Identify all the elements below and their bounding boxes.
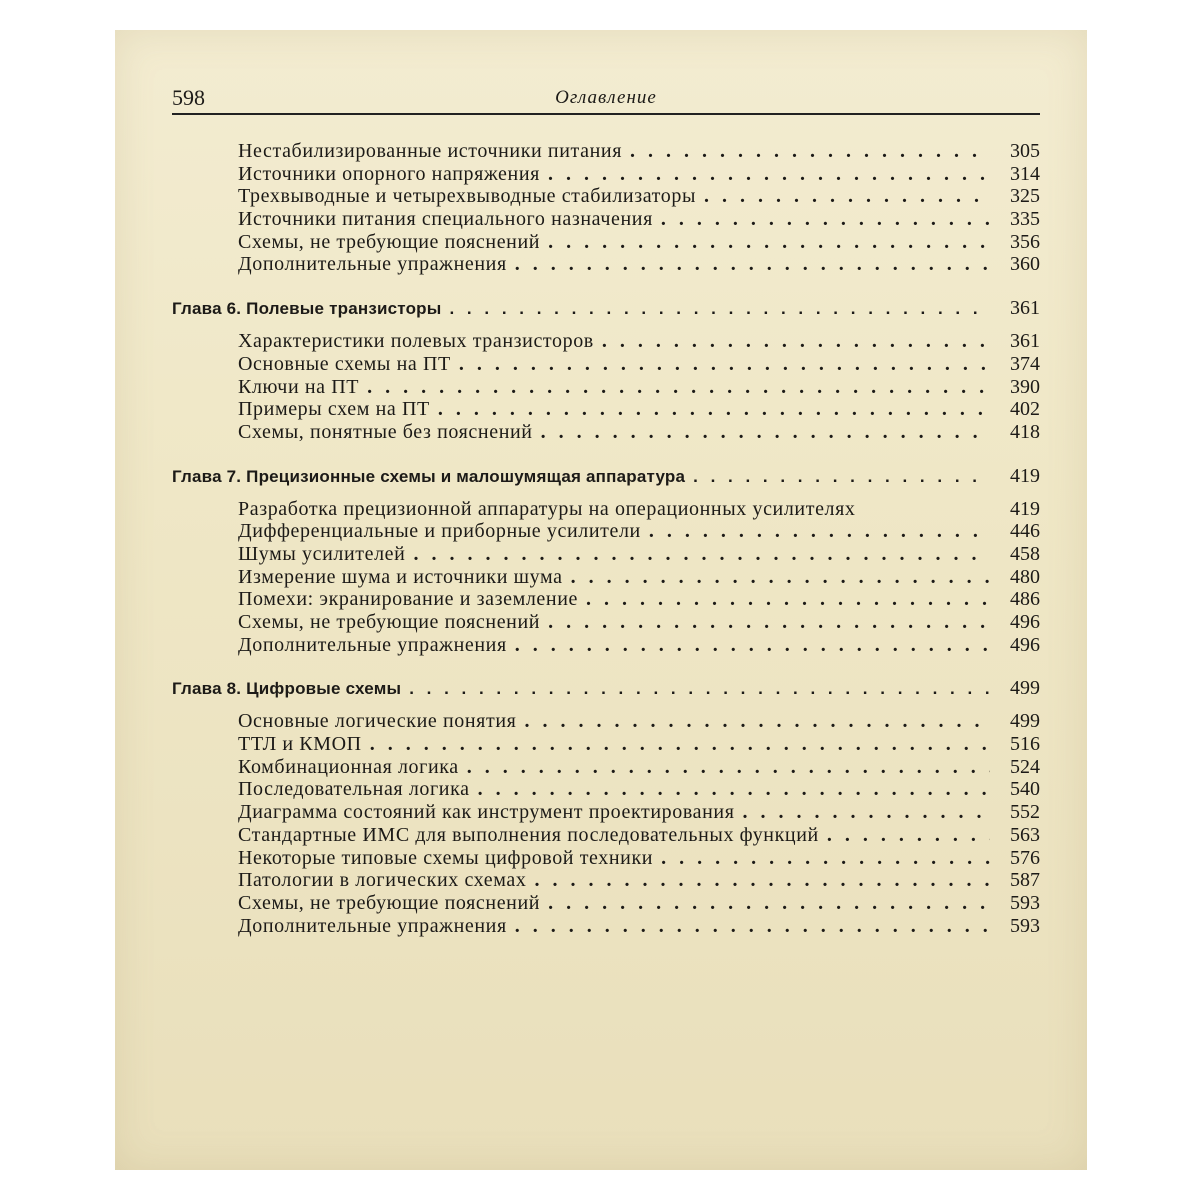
- section-title: Разработка прецизионной аппаратуры на операционных усилителях: [238, 497, 856, 520]
- section-title: Трехвыводные и четырехвыводные стабилизаторы: [238, 185, 696, 208]
- section-page-number: 496: [1010, 611, 1040, 633]
- toc-section-row[interactable]: [172, 330, 1040, 353]
- dot-leader: [541, 421, 990, 444]
- section-title: Дополнительные упражнения: [238, 914, 507, 937]
- toc-section-row[interactable]: [172, 869, 1040, 892]
- section-title: Комбинационная логика: [238, 755, 459, 778]
- dot-leader: [438, 398, 990, 421]
- section-title: Схемы, не требующие пояснений: [238, 230, 541, 253]
- section-page-number: 593: [1010, 914, 1040, 937]
- section-title: Схемы, не требующие пояснений: [238, 891, 541, 914]
- section-title: Основные схемы на ПТ: [238, 352, 451, 375]
- toc-section-row[interactable]: [172, 611, 1040, 634]
- dot-leader: [413, 543, 990, 566]
- dot-leader: [548, 892, 990, 915]
- dot-leader: [704, 185, 990, 208]
- section-page-number: 418: [1010, 420, 1040, 443]
- section-page-number: 374: [1010, 352, 1040, 375]
- section-page-number: 499: [1010, 710, 1040, 733]
- toc-section-row[interactable]: [172, 185, 1040, 208]
- section-page-number: 576: [1010, 846, 1040, 869]
- running-title: Оглавление: [555, 87, 657, 108]
- section-page-number: 593: [1010, 891, 1040, 914]
- page-header: [172, 85, 1040, 115]
- section-page-number: 325: [1010, 185, 1040, 208]
- dot-leader: [524, 710, 990, 733]
- dot-leader: [367, 376, 990, 399]
- dot-leader: [467, 756, 990, 779]
- table-of-contents: [172, 140, 1040, 937]
- toc-section-row[interactable]: [172, 353, 1040, 376]
- toc-chapter-row[interactable]: [172, 296, 1040, 320]
- dot-leader: [827, 824, 990, 847]
- dot-leader: [602, 330, 990, 353]
- toc-section-row[interactable]: [172, 733, 1040, 756]
- section-title: Последовательная логика: [238, 778, 470, 801]
- toc-section-row[interactable]: [172, 801, 1040, 824]
- section-page-number: 540: [1010, 778, 1040, 801]
- toc-section-row[interactable]: [172, 710, 1040, 733]
- section-page-number: 360: [1010, 253, 1040, 276]
- section-title: Шумы усилителей: [238, 542, 406, 565]
- toc-section-row[interactable]: [172, 376, 1040, 399]
- section-title: Измерение шума и источники шума: [238, 565, 563, 588]
- section-title: Схемы, понятные без пояснений: [238, 420, 533, 443]
- section-title: Основные логические понятия: [238, 710, 517, 733]
- section-title: Стандартные ИМС для выполнения последовательных функций: [238, 823, 819, 846]
- section-title: Диаграмма состояний как инструмент проектирования: [238, 801, 735, 824]
- dot-leader: [661, 208, 990, 231]
- section-title: Источники питания специального назначения: [238, 208, 653, 231]
- toc-section-row[interactable]: [172, 892, 1040, 915]
- section-page-number: 314: [1010, 162, 1040, 185]
- toc-section-row[interactable]: [172, 208, 1040, 231]
- toc-section-row[interactable]: [172, 634, 1040, 657]
- toc-section-row[interactable]: [172, 231, 1040, 254]
- toc-section-row[interactable]: [172, 253, 1040, 276]
- section-title: Дополнительные упражнения: [238, 633, 507, 656]
- section-page-number: 480: [1010, 565, 1040, 588]
- section-title: Некоторые типовые схемы цифровой техники: [238, 846, 654, 869]
- chapter-spacer: [172, 444, 1040, 464]
- section-title: ТТЛ и КМОП: [238, 733, 362, 756]
- dot-leader: [548, 231, 990, 254]
- toc-section-row[interactable]: [172, 566, 1040, 589]
- section-page-number: 458: [1010, 542, 1040, 565]
- dot-leader: [586, 588, 990, 611]
- toc-section-row[interactable]: [172, 756, 1040, 779]
- toc-section-row[interactable]: [172, 163, 1040, 186]
- chapter-page-number: 499: [1010, 677, 1040, 700]
- section-title: Характеристики полевых транзисторов: [238, 330, 594, 353]
- section-page-number: 361: [1010, 330, 1040, 353]
- chapter-spacer: [172, 276, 1040, 296]
- section-page-number: 486: [1010, 588, 1040, 611]
- dot-leader: [515, 634, 990, 657]
- chapter-page-number: 419: [1010, 464, 1040, 487]
- toc-section-row[interactable]: [172, 398, 1040, 421]
- section-page-number: 335: [1010, 208, 1040, 231]
- chapter-title: Глава 7. Прецизионные схемы и малошумящая аппаратура: [172, 466, 686, 486]
- section-page-number: 446: [1010, 520, 1040, 543]
- chapter-title: Глава 8. Цифровые схемы: [172, 679, 402, 699]
- chapter-spacer: [172, 488, 1040, 498]
- chapter-page-number: 361: [1010, 297, 1040, 320]
- toc-section-row[interactable]: [172, 847, 1040, 870]
- section-title: Помехи: экранирование и заземление: [238, 588, 578, 611]
- toc-section-row[interactable]: [172, 824, 1040, 847]
- section-page-number: 587: [1010, 869, 1040, 892]
- section-title: Схемы, не требующие пояснений: [238, 611, 541, 633]
- section-title: Нестабилизированные источники питания: [238, 140, 622, 162]
- section-title: Примеры схем на ПТ: [238, 398, 430, 421]
- dot-leader: [515, 253, 990, 276]
- chapter-spacer: [172, 656, 1040, 676]
- section-page-number: 552: [1010, 801, 1040, 824]
- section-title: Ключи на ПТ: [238, 375, 360, 398]
- section-title: Источники опорного напряжения: [238, 162, 540, 185]
- dot-leader: [630, 140, 990, 163]
- dot-leader: [649, 520, 990, 543]
- toc-section-row[interactable]: [172, 498, 1040, 521]
- dot-leader: [370, 733, 990, 756]
- section-title: Патологии в логических схемах: [238, 869, 527, 892]
- section-page-number: 305: [1010, 140, 1040, 162]
- section-page-number: 524: [1010, 755, 1040, 778]
- dot-leader: [548, 611, 990, 634]
- page-number: 598: [172, 85, 205, 110]
- section-page-number: 419: [1010, 497, 1040, 520]
- toc-chapter-row[interactable]: [172, 464, 1040, 488]
- dot-leader: [548, 163, 990, 186]
- toc-section-row[interactable]: [172, 421, 1040, 444]
- dot-leader: [515, 915, 990, 938]
- toc-section-row[interactable]: [172, 915, 1040, 938]
- toc-section-row[interactable]: [172, 520, 1040, 543]
- section-page-number: 516: [1010, 733, 1040, 756]
- dot-leader: [409, 677, 990, 701]
- section-page-number: 356: [1010, 230, 1040, 253]
- dot-leader: [478, 778, 990, 801]
- section-title: Дополнительные упражнения: [238, 253, 507, 276]
- section-page-number: 390: [1010, 375, 1040, 398]
- toc-section-row[interactable]: [172, 140, 1040, 163]
- chapter-spacer: [172, 320, 1040, 330]
- toc-section-row[interactable]: [172, 588, 1040, 611]
- chapter-spacer: [172, 700, 1040, 710]
- section-page-number: 496: [1010, 633, 1040, 656]
- toc-chapter-row[interactable]: [172, 676, 1040, 700]
- dot-leader: [743, 801, 990, 824]
- dot-leader: [661, 847, 990, 870]
- dot-leader: [449, 297, 990, 321]
- toc-section-row[interactable]: [172, 778, 1040, 801]
- dot-leader: [693, 465, 990, 489]
- dot-leader: [534, 869, 990, 892]
- section-title: Дифференциальные и приборные усилители: [238, 520, 641, 543]
- section-page-number: 402: [1010, 398, 1040, 421]
- chapter-title: Глава 6. Полевые транзисторы: [172, 299, 442, 319]
- dot-leader: [459, 353, 990, 376]
- dot-leader: [571, 566, 990, 589]
- toc-section-row[interactable]: [172, 543, 1040, 566]
- section-page-number: 563: [1010, 823, 1040, 846]
